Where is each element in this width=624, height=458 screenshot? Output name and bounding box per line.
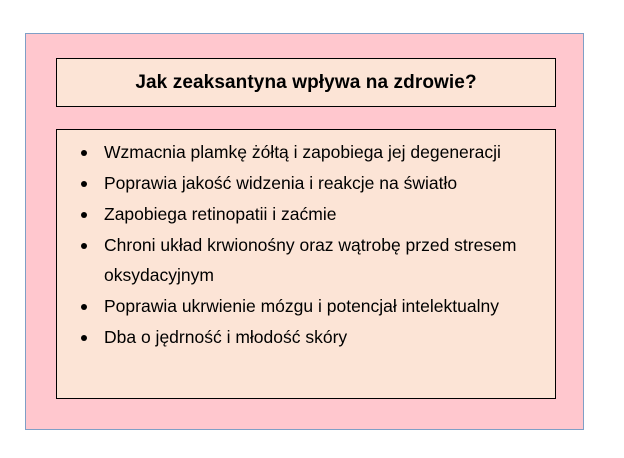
- bullet-icon: [81, 304, 87, 310]
- list-item: [57, 323, 555, 353]
- bullet-icon: [81, 212, 87, 218]
- list-item-text: Dba o jędrność i młodość skóry: [104, 326, 348, 347]
- list-item: [57, 169, 555, 199]
- bullet-icon: [81, 335, 87, 341]
- list-item-text: Poprawia ukrwienie mózgu i potencjał intelektualny: [104, 295, 499, 316]
- list-item-text: Chroni układ krwionośny oraz wątrobę przed stresem oksydacyjnym: [104, 235, 517, 285]
- list-item: [57, 231, 555, 290]
- list-item: [57, 138, 555, 168]
- bullet-icon: [81, 181, 87, 187]
- list-item-text: Wzmacnia plamkę żółtą i zapobiega jej degeneracji: [104, 142, 501, 162]
- list-item: [57, 292, 555, 322]
- list-item-text: Poprawia jakość widzenia i reakcje na światło: [104, 173, 458, 193]
- bullet-icon: [81, 150, 87, 156]
- benefits-list: [57, 130, 555, 352]
- list-item-text: Zapobiega retinopatii i zaćmie: [104, 204, 337, 224]
- title-box: [56, 58, 556, 107]
- title-text: Jak zeaksantyna wpływa na zdrowie?: [135, 71, 477, 93]
- benefits-box: [56, 129, 556, 399]
- bullet-icon: [81, 243, 87, 249]
- list-item: [57, 200, 555, 230]
